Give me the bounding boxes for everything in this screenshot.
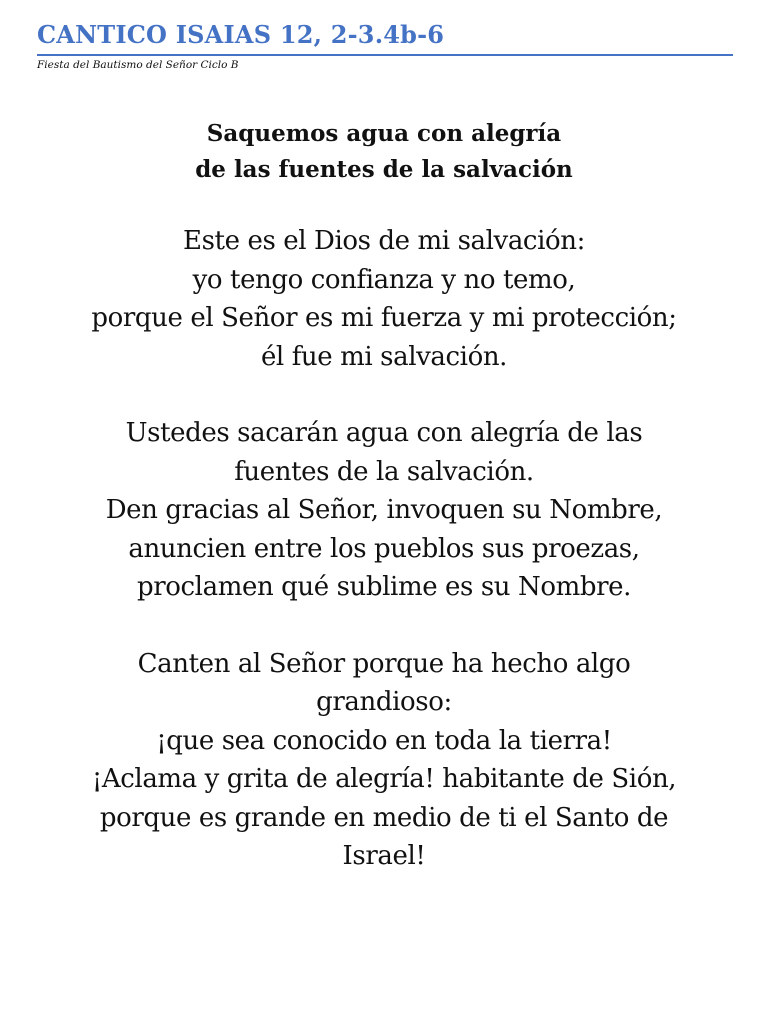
- stanza-line: anuncien entre los pueblos sus proezas,: [128, 533, 640, 564]
- canticle-body: [20, 116, 748, 914]
- document-title: CANTICO ISAIAS 12, 2-3.4b-6: [37, 20, 445, 49]
- stanza-line: Den gracias al Señor, invoquen su Nombre,: [105, 495, 663, 525]
- stanza-line: grandioso:: [316, 687, 452, 717]
- title-underline-rule: [37, 54, 733, 56]
- stanza-line: ¡que sea conocido en toda la tierra!: [156, 725, 612, 756]
- stanza-line: Este es el Dios de mi salvación:: [183, 226, 585, 256]
- refrain-line: Saquemos agua con alegría: [206, 120, 562, 147]
- stanza-line: porque es grande en medio de ti el Santo de: [99, 802, 669, 833]
- stanza-line: yo tengo confianza y no temo,: [192, 264, 576, 295]
- stanza-line: Ustedes sacarán agua con alegría de las: [125, 418, 643, 448]
- stanza-1: [20, 222, 748, 376]
- stanza-2: [20, 414, 748, 607]
- document-subtitle: Fiesta del Bautismo del Señor Ciclo B: [37, 59, 239, 71]
- stanza-line: ¡Aclama y grita de alegría! habitante de Sión,: [91, 764, 677, 794]
- stanza-line: fuentes de la salvación.: [234, 456, 534, 487]
- stanza-line: proclamen qué sublime es su Nombre.: [137, 572, 631, 602]
- stanza-3: [20, 645, 748, 876]
- refrain: [20, 116, 748, 188]
- stanza-line: porque el Señor es mi fuerza y mi protección;: [91, 303, 677, 333]
- stanza-line: él fue mi salvación.: [260, 341, 508, 372]
- document-header: [37, 18, 733, 72]
- stanza-line: Canten al Señor porque ha hecho algo: [137, 648, 631, 679]
- refrain-line: de las fuentes de la salvación: [195, 156, 573, 183]
- stanza-line: Israel!: [342, 841, 426, 871]
